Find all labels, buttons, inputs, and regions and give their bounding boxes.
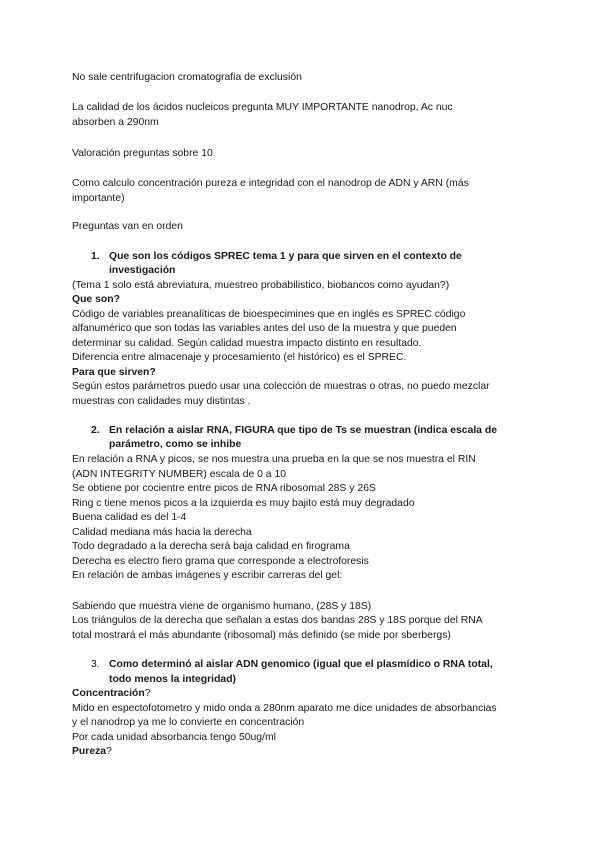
q2-answer-line-12: total mostrará el más abundante (ribosomal) más definido (se mide por sberbergs) xyxy=(72,630,451,641)
q1-answer-line-3: determinar su calidad. Según calidad muestra impacto distinto en resultado. xyxy=(72,338,422,349)
q2-answer-line-8: Derecha es electro fiero grama que corresponde a electroforesis xyxy=(72,556,369,567)
q2-answer-line-10: Sabiendo que muestra viene de organismo humano, (28S y 18S) xyxy=(72,601,372,612)
q1-title-line-2: investigación xyxy=(109,265,176,276)
q3-answer-line-3: Por cada unidad absorbancia tengo 50ug/ml xyxy=(72,732,276,743)
q1-title-line-1: Que son los códigos SPREC tema 1 y para que sirven en el contexto de xyxy=(109,251,462,262)
intro-line-6: importante) xyxy=(72,193,125,204)
q3-answer-line-1: Mido en espectofotometro y mido onda a 280nm aparato me dice unidades de absorbancias xyxy=(72,703,497,714)
q1-answer-line-1: Código de variables preanalíticas de bioespecimines que en inglés es SPREC código xyxy=(72,309,466,320)
q3-heading-concentracion-label: Concentración xyxy=(72,688,145,699)
q1-answer-line-2: alfanumérico que son todas las variables antes del uso de la muestra y que pueden xyxy=(72,323,457,334)
q2-answer-line-7: Todo degradado a la derecha será baja calidad en firograma xyxy=(72,541,350,552)
q3-heading-concentracion xyxy=(72,687,151,700)
q2-answer-line-9: En relación de ambas imágenes y escribir carreras del gel: xyxy=(72,570,343,581)
q2-answer-line-1: En relación a RNA y picos, se nos muestra una prueba en la que se nos muestra el RIN xyxy=(72,454,476,465)
q1-answer-line-5: Según estos parámetros puedo usar una colección de muestras o otras, no puedo mezclar xyxy=(72,381,490,392)
q2-answer-line-2: (ADN INTEGRITY NUMBER) escala de 0 a 10 xyxy=(72,469,287,480)
q3-heading-pureza xyxy=(72,745,112,758)
intro-line-3: absorben a 290nm xyxy=(72,117,159,128)
q3-title-line-2: todo menos la integridad) xyxy=(109,674,237,685)
q3-answer-line-2: y el nanodrop ya me lo convierte en concentración xyxy=(72,717,305,728)
q1-heading-que-son: Que son? xyxy=(72,294,120,305)
intro-line-1: No sale centrifugacion cromatografia de exclusión xyxy=(72,72,302,83)
q3-number: 3. xyxy=(91,659,100,670)
q2-title-line-2: parámetro, como se inhibe xyxy=(109,439,242,450)
q1-number: 1. xyxy=(91,251,100,262)
q2-answer-line-5: Buena calidad es del 1-4 xyxy=(72,512,187,523)
q1-heading-para-que: Para que sirven? xyxy=(72,367,156,378)
q2-answer-line-11: Los triángulos de la derecha que señalan a estas dos bandas 28S y 18S porque del RNA xyxy=(72,615,483,626)
q1-note: (Tema 1 solo está abreviatura, muestreo probabilistico, biobancos como ayudan?) xyxy=(72,280,450,291)
q3-heading-concentracion-mark: ? xyxy=(144,688,151,699)
intro-line-5: Como calculo concentración pureza e integridad con el nanodrop de ADN y ARN (más xyxy=(72,178,469,189)
q2-number: 2. xyxy=(91,425,100,436)
q2-title-line-1: En relación a aislar RNA, FIGURA que tipo de Ts se muestran (indica escala de xyxy=(109,425,498,436)
intro-line-4: Valoración preguntas sobre 10 xyxy=(72,148,213,159)
q1-answer-line-6: muestras con calidades muy distintas . xyxy=(72,396,251,407)
q2-answer-line-4: Ring c tiene menos picos a la izquierda es muy bajito está muy degradado xyxy=(72,498,415,509)
q3-title-line-1: Como determinó al aislar ADN genomico (igual que el plasmídico o RNA total, xyxy=(109,659,493,670)
intro-line-2: La calidad de los ácidos nucleicos pregunta MUY IMPORTANTE nanodrop, Ac nuc xyxy=(72,102,453,113)
q1-answer-line-4: Diferencia entre almacenaje y procesamiento (el histórico) es el SPREC. xyxy=(72,352,407,363)
q2-answer-line-3: Se obtiene por cocientre entre picos de RNA ribosomal 28S y 26S xyxy=(72,483,376,494)
intro-line-7: Preguntas van en orden xyxy=(72,221,183,232)
q2-answer-line-6: Calidad mediana más hacia la derecha xyxy=(72,527,252,538)
q3-heading-pureza-label: Pureza xyxy=(72,746,107,757)
q3-heading-pureza-mark: ? xyxy=(106,746,112,757)
